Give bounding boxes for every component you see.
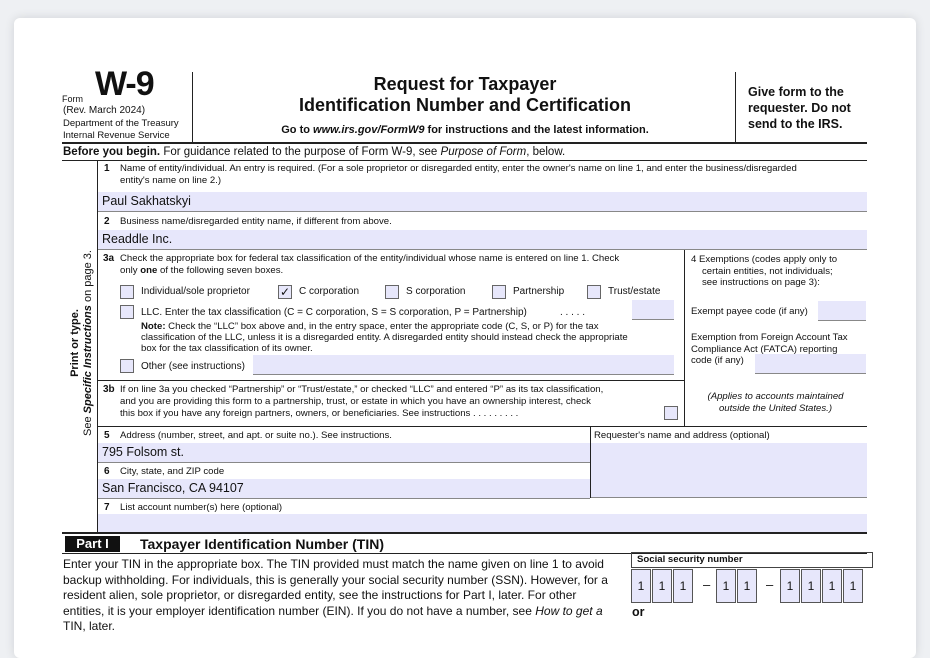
foreign-partners-checkbox[interactable] — [664, 406, 678, 420]
s-corporation-checkbox[interactable] — [385, 285, 399, 299]
account-numbers-field[interactable] — [98, 514, 867, 533]
individual-label: Individual/sole proprietor — [141, 286, 250, 297]
or-label: or — [632, 605, 645, 619]
line7-num: 7 — [104, 502, 110, 513]
llc-note: Note: Check the “LLC” box above and, in the entry space, enter the appropriate code (C, S, or P) for the tax classification of the LLC, unless it is a disregarded entity. A disregarded entity should instead check the appropriate box for the tax classification of its owner. — [141, 321, 628, 354]
line3a-label: Check the appropriate box for federal tax classification of the entity/individual whose name is entered on line 1. Check — [120, 253, 620, 264]
partnership-checkbox[interactable] — [492, 285, 506, 299]
title-line-1: Request for Taxpayer — [373, 74, 557, 94]
business-name-field[interactable]: Readdle Inc. — [98, 230, 867, 250]
ssn-digit[interactable]: 1 — [780, 569, 800, 603]
title-line-2: Identification Number and Certification — [298, 95, 632, 115]
ssn-digit[interactable]: 1 — [631, 569, 651, 603]
c-corporation-label: C corporation — [299, 286, 360, 297]
trust-estate-checkbox[interactable] — [587, 285, 601, 299]
llc-checkbox[interactable] — [120, 305, 134, 319]
other-label: Other (see instructions) — [141, 361, 245, 372]
ssn-digit[interactable]: 1 — [673, 569, 693, 603]
specific-instructions: See Specific Instructions on page 3. — [82, 250, 94, 436]
goto-line: Go to www.irs.gov/FormW9 for instructions and the latest information. — [281, 124, 649, 136]
form-word: Form — [62, 94, 83, 104]
ssn-digit[interactable]: 1 — [716, 569, 736, 603]
address-field[interactable]: 795 Folsom st. — [98, 443, 590, 463]
ssn-digit[interactable]: 1 — [822, 569, 842, 603]
right-note-2: requester. Do not — [748, 101, 851, 115]
ssn-dash: – — [703, 577, 711, 592]
exempt-payee-label: Exempt payee code (if any) — [691, 306, 808, 317]
part1-instructions: Enter your TIN in the appropriate box. The TIN provided must match the name given on line 1 to avoid backup withholding. For individuals, this is generally your social security number (SSN). However, for a resident alien, sole proprietor, or disregarded entity, see the instructions for Part I, later. For other entities, it is your employer identification number (EIN). If you do not have a number, see How to get a TIN, later. — [63, 557, 608, 633]
sidebar — [62, 160, 97, 532]
part1-title: Taxpayer Identification Number (TIN) — [140, 536, 384, 552]
llc-classification-field[interactable] — [632, 300, 674, 320]
revision: (Rev. March 2024) — [63, 105, 146, 116]
s-corporation-label: S corporation — [406, 286, 466, 297]
fatca-field[interactable] — [755, 354, 866, 374]
other-field[interactable] — [253, 355, 674, 375]
line3b-label: If on line 3a you checked “Partnership” or “Trust/estate,” or checked “LLC” and entered “P” as its tax classification, and you are providing this form to a partnership, trust, or estate in which you have an ownership interest, check this box if you have any foreign partners, owners, or beneficiaries. See instructions . . . . . . . . . — [120, 384, 604, 419]
llc-label: LLC. Enter the tax classification (C = C corporation, S = S corporation, P = Partnership) — [141, 307, 527, 318]
line7-label: List account number(s) here (optional) — [120, 502, 283, 513]
dept: Department of the Treasury — [63, 118, 179, 129]
line6-num: 6 — [104, 466, 110, 477]
line1-label-2: entity's name on line 2.) — [120, 175, 222, 186]
requester-field[interactable] — [591, 443, 867, 498]
name-field[interactable]: Paul Sakhatskyi — [98, 192, 867, 212]
line2-num: 2 — [104, 216, 110, 227]
ssn-digit[interactable]: 1 — [843, 569, 863, 603]
line2-label: Business name/disregarded entity name, if different from above. — [120, 216, 392, 227]
part1-tag: Part I — [65, 536, 120, 552]
line1-label: Name of entity/individual. An entry is required. (For a sole proprietor or disregarded entity, enter the owner's name on line 1, and enter the business/disregarded — [120, 163, 797, 174]
individual-checkbox[interactable] — [120, 285, 134, 299]
ssn-dash: – — [766, 577, 774, 592]
fatca-label: Exemption from Foreign Account Tax Compliance Act (FATCA) reporting code (if any) — [691, 332, 848, 366]
c-corporation-checkbox[interactable] — [278, 285, 292, 299]
right-note-3: send to the IRS. — [748, 117, 843, 131]
line3b-num: 3b — [103, 384, 115, 395]
requester-label: Requester's name and address (optional) — [594, 430, 770, 441]
other-checkbox[interactable] — [120, 359, 134, 373]
line6-label: City, state, and ZIP code — [120, 466, 225, 477]
checkmark-icon: ✓ — [279, 285, 291, 299]
before-you-begin: Before you begin. For guidance related to the purpose of Form W-9, see Purpose of Form, below. — [63, 146, 566, 158]
line3a-label-2: only one of the following seven boxes. — [120, 265, 284, 276]
print-or-type: Print or type. — [69, 309, 81, 377]
irs-link[interactable]: www.irs.gov/FormW9 — [313, 124, 425, 136]
line5-label: Address (number, street, and apt. or suite no.). See instructions. — [120, 430, 392, 441]
form-number: W-9 — [95, 65, 154, 103]
trust-estate-label: Trust/estate — [608, 286, 661, 297]
irs: Internal Revenue Service — [63, 130, 170, 141]
exemptions-label: 4 Exemptions (codes apply only to certain entities, not individuals; see instructions on page 3): — [691, 254, 838, 288]
right-note-1: Give form to the — [748, 85, 844, 99]
ssn-digit[interactable]: 1 — [652, 569, 672, 603]
ssn-label: Social security number — [631, 552, 873, 568]
exempt-payee-field[interactable] — [818, 301, 866, 321]
city-state-zip-field[interactable]: San Francisco, CA 94107 — [98, 479, 590, 499]
llc-dots: . . . . . — [560, 307, 586, 318]
fatca-applies-note: (Applies to accounts maintained outside the United States.) — [707, 391, 844, 414]
line1-num: 1 — [104, 163, 110, 174]
partnership-label: Partnership — [513, 286, 565, 297]
line5-num: 5 — [104, 430, 110, 441]
ssn-digit[interactable]: 1 — [737, 569, 757, 603]
ssn-digit[interactable]: 1 — [801, 569, 821, 603]
line3a-num: 3a — [103, 253, 115, 264]
